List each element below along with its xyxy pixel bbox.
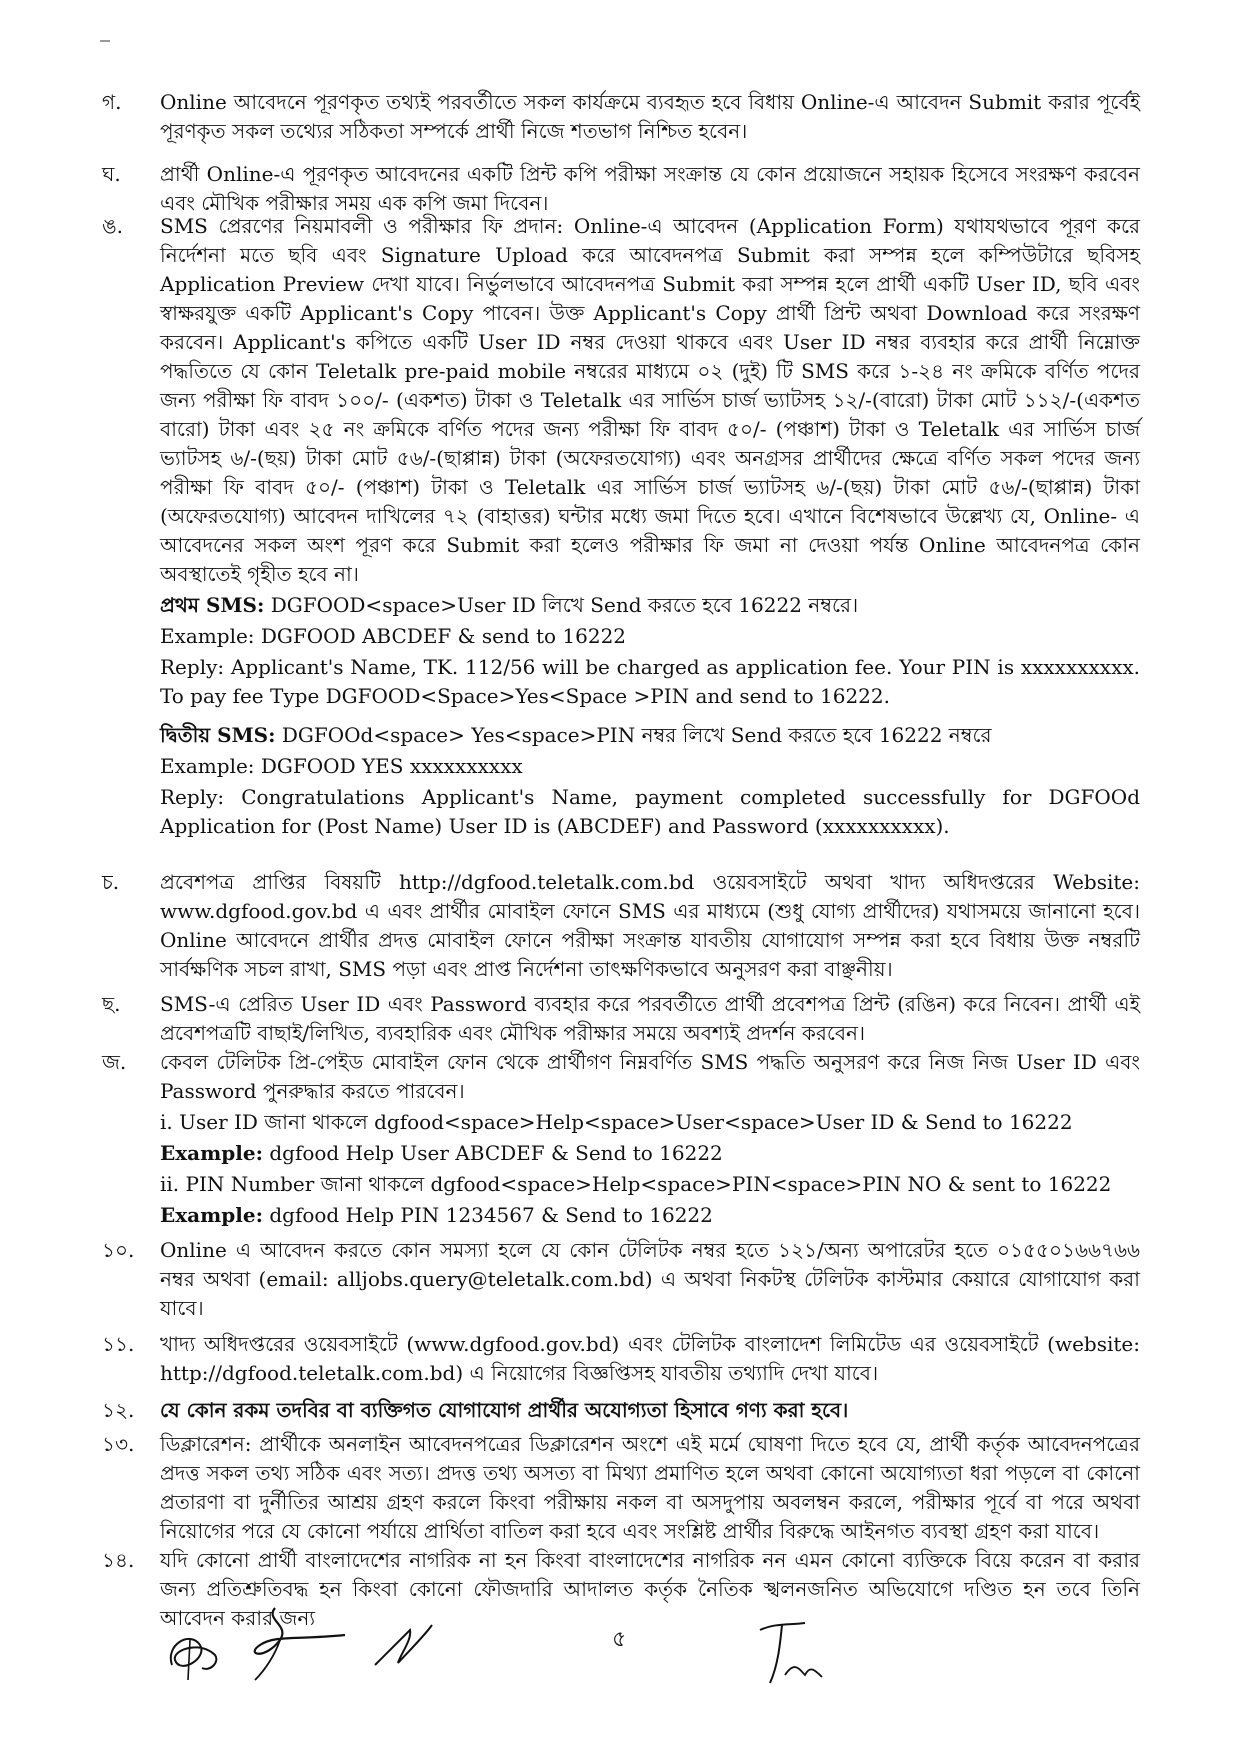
signature-2-icon — [235, 1600, 355, 1690]
first-sms-text: DGFOOD<space>User ID লিখে Send করতে হবে 16222 নম্বরে। — [270, 593, 859, 617]
first-sms-line — [160, 591, 1140, 620]
example-text: dgfood Help PIN 1234567 & Send to 16222 — [269, 1203, 713, 1227]
item-text: যে কোন রকম তদবির বা ব্যক্তিগত যোগাযোগ প্রার্থীর অযোগ্যতা হিসাবে গণ্য করা হবে। — [160, 1398, 849, 1422]
example-label: Example: — [160, 1141, 263, 1165]
item-12 — [102, 1396, 1140, 1425]
item-text: প্রবেশপত্র প্রাপ্তির বিষয়টি http://dgfood.teletalk.com.bd ওয়েবসাইটে অথবা খাদ্য অধিদপ্তরের Website: www.dgfood.gov.bd এ এবং প্রার্থীর মোবাইল ফোনে SMS এর মাধ্যমে (শুধু যোগ্য প্রার্থীদের) যথাসময়ে জানানো হবে। Online আবেদনে প্রার্থীর প্রদত্ত মোবাইল ফোনে পরীক্ষা সংক্রান্ত যাবতীয় যোগাযোগ সম্পন্ন করা হবে বিধায় উক্ত নম্বরটি সার্বক্ষণিক সচল রাখা, SMS পড়া এবং প্রাপ্ত নির্দেশনা তাৎক্ষণিকভাবে অনুসরণ করা বাঞ্ছনীয়। — [160, 870, 1140, 981]
signature-4-icon — [750, 1615, 830, 1690]
scan-mark — [100, 40, 110, 42]
page-number: ৫ — [612, 1627, 627, 1652]
item-number: জ. — [102, 1050, 127, 1074]
item-number: ১০. — [102, 1238, 135, 1262]
item-text: Online আবেদনে পূরণকৃত তথ্যই পরবর্তীতে সকল কার্যক্রমে ব্যবহৃত হবে বিধায় Online-এ আবেদন Submit করার পূর্বেই পূরণকৃত সকল তথ্যের সঠিকতা সম্পর্কে প্রার্থী নিজে শতভাগ নিশ্চিত হবেন। — [160, 90, 1140, 143]
first-sms-reply: Reply: Applicant's Name, TK. 112/56 will be charged as application fee. Your PIN is xxxxxxxxxx. To pay fee Type DGFOOD<Space>Yes<Space >PIN and send to 16222. — [160, 655, 1140, 708]
item-number: ছ. — [102, 992, 121, 1016]
item-10 — [102, 1236, 1140, 1323]
item-number: গ. — [102, 90, 122, 114]
user-id-recovery-line: i. User ID জানা থাকলে dgfood<space>Help<space>User<space>User ID & Send to 16222 — [160, 1110, 1073, 1134]
example-text: dgfood Help User ABCDEF & Send to 16222 — [269, 1141, 723, 1165]
first-sms-example: Example: DGFOOD ABCDEF & send to 16222 — [160, 624, 627, 648]
second-sms-text: DGFOOd<space> Yes<space>PIN নম্বর লিখে Send করতে হবে 16222 নম্বরে — [281, 723, 992, 747]
item-ja — [102, 1048, 1140, 1230]
item-number: চ. — [102, 870, 120, 894]
item-text: প্রার্থী Online-এ পূরণকৃত আবেদনের একটি প্রিন্ট কপি পরীক্ষা সংক্রান্ত যে কোন প্রয়োজনে সহায়ক হিসেবে সংরক্ষণ করবেন এবং মৌখিক পরীক্ষার সময় এক কপি জমা দিবেন। — [160, 162, 1140, 215]
item-cha — [102, 868, 1140, 984]
item-number: ১১. — [102, 1332, 135, 1356]
item-chha — [102, 990, 1140, 1048]
item-text: খাদ্য অধিদপ্তরের ওয়েবসাইটে (www.dgfood.gov.bd) এবং টেলিটক বাংলাদেশ লিমিটেড এর ওয়েবসাইটে (website: http://dgfood.teletalk.com.bd) এ নিয়োগের বিজ্ঞপ্তিসহ যাবতীয় তথ্যাদি দেখা যাবে। — [160, 1332, 1140, 1385]
item-number: ১৪. — [102, 1548, 135, 1572]
item-text: কেবল টেলিটক প্রি-পেইড মোবাইল ফোন থেকে প্রার্থীগণ নিম্নবর্ণিত SMS পদ্ধতি অনুসরণ করে নিজ নিজ User ID এবং Password পুনরুদ্ধার করতে পারবেন। — [160, 1050, 1140, 1103]
second-sms-example: Example: DGFOOD YES xxxxxxxxxx — [160, 754, 523, 778]
signature-3-icon — [370, 1615, 440, 1675]
item-11 — [102, 1330, 1140, 1388]
page-footer — [0, 1600, 1242, 1710]
item-text: ডিক্লারেশন: প্রার্থীকে অনলাইন আবেদনপত্রের ডিক্লারেশন অংশে এই মর্মে ঘোষণা দিতে হবে যে, প্রার্থী কর্তৃক আবেদনপত্রের প্রদত্ত সকল তথ্য সঠিক এবং সত্য। প্রদত্ত তথ্য অসত্য বা মিথ্যা প্রমাণিত হলে অথবা কোনো অযোগ্যতা ধরা পড়লে বা কোনো প্রতারণা বা দুর্নীতির আশ্রয় গ্রহণ করলে কিংবা পরীক্ষায় নকল বা অসদুপায় অবলম্বন করলে, পরীক্ষার পূর্বে বা পরে অথবা নিয়োগের পরে যে কোনো পর্যায়ে প্রার্থিতা বাতিল করা হবে এবং সংশ্লিষ্ট প্রার্থীর বিরুদ্ধে আইনগত ব্যবস্থা গ্রহণ করা যাবে। — [160, 1432, 1140, 1543]
pin-recovery-line: ii. PIN Number জানা থাকলে dgfood<space>Help<space>PIN<space>PIN NO & sent to 16222 — [160, 1172, 1112, 1196]
second-sms-line — [160, 721, 1140, 750]
item-number: ১৩. — [102, 1432, 135, 1456]
pin-recovery-example — [160, 1201, 1140, 1230]
item-text: যদি কোনো প্রার্থী বাংলাদেশের নাগরিক না হন কিংবা বাংলাদেশের নাগরিক নন এমন কোনো ব্যক্তিকে বিয়ে করেন বা করার জন্য প্রতিশ্রুতিবদ্ধ হন কিংবা কোনো ফৌজদারি আদালত কর্তৃক নৈতিক স্খলনজনিত অভিযোগে দণ্ডিত হন তবে তিনি আবেদন করার জন্য — [160, 1548, 1140, 1630]
item-gha — [102, 160, 1140, 218]
example-label: Example: — [160, 1203, 263, 1227]
item-13 — [102, 1430, 1140, 1546]
user-id-recovery-example — [160, 1139, 1140, 1168]
item-ga — [102, 88, 1140, 146]
first-sms-label: প্রথম SMS: — [160, 593, 265, 617]
item-text: SMS প্রেরণের নিয়মাবলী ও পরীক্ষার ফি প্রদান: Online-এ আবেদন (Application Form) যথাযথভাবে পূরণ করে নির্দেশনা মতে ছবি এবং Signature Upload করে আবেদনপত্র Submit করা সম্পন্ন হলে কম্পিউটারে ছবিসহ Application Preview দেখা যাবে। নির্ভুলভাবে আবেদনপত্র Submit করা সম্পন্ন হলে প্রার্থী একটি User ID, ছবি এবং স্বাক্ষরযুক্ত একটি Applicant's Copy পাবেন। উক্ত Applicant's Copy প্রার্থী প্রিন্ট অথবা Download করে সংরক্ষণ করবেন। Applicant's কপিতে একটি User ID নম্বর দেওয়া থাকবে এবং User ID নম্বর ব্যবহার করে প্রার্থী নিম্নোক্ত পদ্ধতিতে যে কোন Teletalk pre-paid mobile নম্বরের মাধ্যমে ০২ (দুই) টি SMS করে ১-২৪ নং ক্রমিকে বর্ণিত পদের জন্য পরীক্ষা ফি বাবদ ১০০/- (একশত) টাকা ও Teletalk এর সার্ভিস চার্জ ভ্যাটসহ ১২/-(বারো) টাকা মোট ১১২/-(একশত বারো) টাকা এবং ২৫ নং ক্রমিকে বর্ণিত পদের জন্য পরীক্ষা ফি বাবদ ৫০/- (পঞ্চাশ) টাকা ও Teletalk এর সার্ভিস চার্জ ভ্যাটসহ ৬/-(ছয়) টাকা মোট ৫৬/-(ছাপ্পান্ন) টাকা (অফেরতযোগ্য) এবং অনগ্রসর প্রার্থীদের ক্ষেত্রে বর্ণিত সকল পদের জন্য পরীক্ষা ফি বাবদ ৫০/- (পঞ্চাশ) টাকা ও Teletalk এর সার্ভিস চার্জ ভ্যাটসহ ৬/-(ছয়) টাকা মোট ৫৬/-(ছাপ্পান্ন) টাকা (অফেরতযোগ্য) আবেদন দাখিলের ৭২ (বাহাত্তর) ঘন্টার মধ্যে জমা দিতে হবে। এখানে বিশেষভাবে উল্লেখ্য যে, Online- এ আবেদনের সকল অংশ পূরণ করে Submit করা হলেও পরীক্ষার ফি জমা না দেওয়া পর্যন্ত Online আবেদনপত্র কোন অবস্থাতেই গৃহীত হবে না। — [160, 214, 1140, 586]
item-number: ঘ. — [102, 162, 121, 186]
item-number: ঙ. — [102, 214, 124, 238]
item-text: SMS-এ প্রেরিত User ID এবং Password ব্যবহার করে পরবর্তীতে প্রার্থী প্রবেশপত্র প্রিন্ট (রঙিন) করে নিবেন। প্রার্থী এই প্রবেশপত্রটি বাছাই/লিখিত, ব্যবহারিক এবং মৌখিক পরীক্ষার সময়ে অবশ্যই প্রদর্শন করবেন। — [160, 992, 1140, 1045]
signature-1-icon — [160, 1610, 230, 1690]
second-sms-reply: Reply: Congratulations Applicant's Name, payment completed successfully for DGFOOd Application for (Post Name) User ID is (ABCDEF) and Password (xxxxxxxxxx). — [160, 785, 1140, 838]
second-sms-label: দ্বিতীয় SMS: — [160, 723, 276, 747]
item-number: ১২. — [102, 1398, 135, 1422]
item-nga — [102, 212, 1140, 841]
item-text: Online এ আবেদন করতে কোন সমস্যা হলে যে কোন টেলিটক নম্বর হতে ১২১/অন্য অপারেটর হতে ০১৫৫০১৬৬৭৬৬ নম্বর অথবা (email: alljobs.query@teletalk.com.bd) এ অথবা নিকটস্থ টেলিটক কাস্টমার কেয়ারে যোগাযোগ করা যাবে। — [160, 1238, 1140, 1320]
